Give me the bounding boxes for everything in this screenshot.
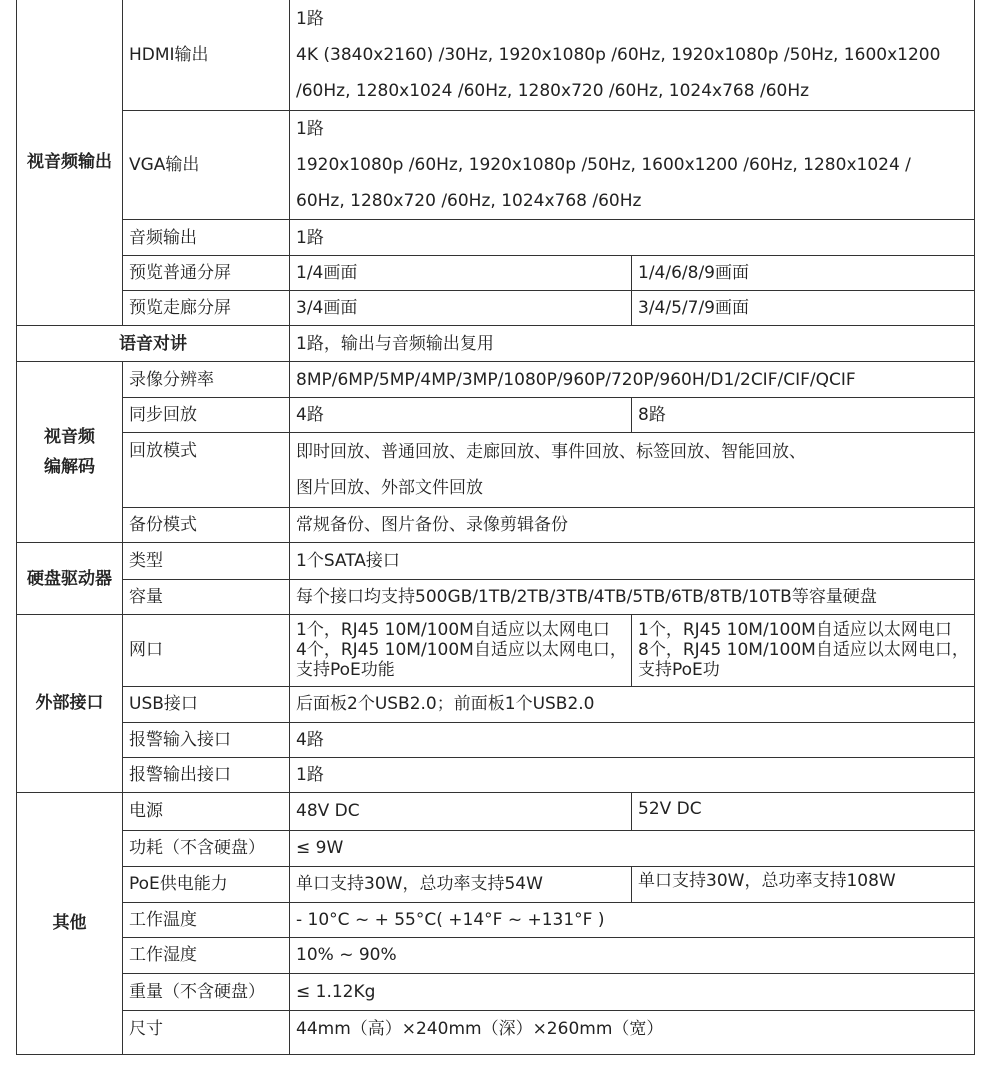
value-line: 1个，RJ45 10M/100M自适应以太网电口 bbox=[296, 620, 610, 641]
label-preview-corridor: 预览走廊分屏 bbox=[123, 291, 290, 326]
category-av-output: 视音频输出 bbox=[17, 0, 123, 326]
value-power-a: 48V DC bbox=[290, 792, 632, 830]
value-preview-corridor-a: 3/4画面 bbox=[290, 291, 632, 326]
label-power: 电源 bbox=[123, 792, 290, 830]
value-line: /60Hz, 1280x1024 /60Hz, 1280x720 /60Hz, 1024x768 /60Hz bbox=[296, 80, 810, 101]
value-size: 44mm（高）×240mm（深）×260mm（宽） bbox=[290, 1010, 975, 1054]
value-alarm-in: 4路 bbox=[290, 722, 975, 757]
row-sync-playback bbox=[17, 398, 975, 433]
value-humidity: 10% ~ 90% bbox=[290, 937, 975, 973]
value-network-a bbox=[290, 614, 632, 686]
row-preview-corridor bbox=[17, 291, 975, 326]
value-intercom: 1路，输出与音频输出复用 bbox=[290, 326, 975, 362]
label-usb: USB接口 bbox=[123, 686, 290, 722]
value-line: 8个，RJ45 10M/100M自适应以太网电口， bbox=[638, 640, 969, 661]
value-line: 4K (3840x2160) /30Hz, 1920x1080p /60Hz, 1920x1080p /50Hz, 1600x1200 bbox=[296, 44, 941, 65]
category-codec bbox=[17, 362, 123, 543]
value-temperature: - 10°C ~ + 55°C( +14°F ~ +131°F ) bbox=[290, 902, 975, 937]
value-line: 1个，RJ45 10M/100M自适应以太网电口 bbox=[638, 620, 952, 641]
row-audio-output bbox=[17, 220, 975, 256]
value-sync-playback-a: 4路 bbox=[290, 398, 632, 433]
row-preview-normal bbox=[17, 256, 975, 291]
row-alarm-out bbox=[17, 757, 975, 792]
category-other: 其他 bbox=[17, 792, 123, 1054]
row-resolution bbox=[17, 362, 975, 398]
value-audio-output: 1路 bbox=[290, 220, 975, 256]
value-preview-corridor-b: 3/4/5/7/9画面 bbox=[632, 291, 975, 326]
row-usb bbox=[17, 686, 975, 722]
category-hdd: 硬盘驱动器 bbox=[17, 543, 123, 614]
row-alarm-in bbox=[17, 722, 975, 757]
value-hdmi bbox=[290, 0, 975, 111]
row-playback-mode bbox=[17, 433, 975, 508]
value-sync-playback-b: 8路 bbox=[632, 398, 975, 433]
category-interfaces: 外部接口 bbox=[17, 614, 123, 792]
label-hdd-type: 类型 bbox=[123, 543, 290, 579]
value-line: 支持PoE功能 bbox=[296, 660, 395, 681]
value-preview-normal-b: 1/4/6/8/9画面 bbox=[632, 256, 975, 291]
label-hdmi: HDMI输出 bbox=[123, 0, 290, 111]
label-preview-normal: 预览普通分屏 bbox=[123, 256, 290, 291]
row-consumption bbox=[17, 830, 975, 866]
value-line: 即时回放、普通回放、走廊回放、事件回放、标签回放、智能回放、 bbox=[296, 442, 806, 463]
value-line: 1920x1080p /60Hz, 1920x1080p /50Hz, 1600x1200 /60Hz, 1280x1024 / bbox=[296, 155, 911, 176]
row-intercom bbox=[17, 326, 975, 362]
value-hdd-capacity: 每个接口均支持500GB/1TB/2TB/3TB/4TB/5TB/6TB/8TB/10TB等容量硬盘 bbox=[290, 579, 975, 614]
value-line: 60Hz, 1280x720 /60Hz, 1024x768 /60Hz bbox=[296, 191, 642, 212]
value-backup-mode: 常规备份、图片备份、录像剪辑备份 bbox=[290, 508, 975, 543]
value-alarm-out: 1路 bbox=[290, 757, 975, 792]
label-weight: 重量（不含硬盘） bbox=[123, 973, 290, 1010]
row-size bbox=[17, 1010, 975, 1054]
value-hdd-type: 1个SATA接口 bbox=[290, 543, 975, 579]
value-line: 1路 bbox=[296, 119, 324, 140]
label-consumption: 功耗（不含硬盘） bbox=[123, 830, 290, 866]
label-vga: VGA输出 bbox=[123, 111, 290, 220]
label-backup-mode: 备份模式 bbox=[123, 508, 290, 543]
row-humidity bbox=[17, 937, 975, 973]
value-line: 图片回放、外部文件回放 bbox=[296, 478, 483, 499]
category-intercom: 语音对讲 bbox=[17, 326, 290, 362]
value-weight: ≤ 1.12Kg bbox=[290, 973, 975, 1010]
value-poe-b: 单口支持30W，总功率支持108W bbox=[632, 866, 975, 902]
label-humidity: 工作湿度 bbox=[123, 937, 290, 973]
value-line: 支持PoE功 bbox=[638, 660, 720, 681]
value-consumption: ≤ 9W bbox=[290, 830, 975, 866]
label-size: 尺寸 bbox=[123, 1010, 290, 1054]
value-playback-mode bbox=[290, 433, 975, 508]
category-line: 编解码 bbox=[44, 457, 95, 478]
value-line: 1路 bbox=[296, 8, 324, 29]
row-hdd-capacity bbox=[17, 579, 975, 614]
label-temperature: 工作温度 bbox=[123, 902, 290, 937]
value-resolution: 8MP/6MP/5MP/4MP/3MP/1080P/960P/720P/960H/D1/2CIF/CIF/QCIF bbox=[290, 362, 975, 398]
label-poe: PoE供电能力 bbox=[123, 866, 290, 902]
row-network bbox=[17, 614, 975, 686]
value-poe-a: 单口支持30W，总功率支持54W bbox=[290, 866, 632, 902]
category-line: 视音频 bbox=[44, 427, 95, 448]
row-weight bbox=[17, 973, 975, 1010]
label-alarm-in: 报警输入接口 bbox=[123, 722, 290, 757]
label-audio-output: 音频输出 bbox=[123, 220, 290, 256]
label-playback-mode: 回放模式 bbox=[123, 433, 290, 508]
value-vga bbox=[290, 111, 975, 220]
value-line: 4个，RJ45 10M/100M自适应以太网电口， bbox=[296, 640, 627, 661]
value-usb: 后面板2个USB2.0；前面板1个USB2.0 bbox=[290, 686, 975, 722]
row-hdd-type bbox=[17, 543, 975, 579]
row-backup-mode bbox=[17, 508, 975, 543]
row-vga bbox=[17, 111, 975, 220]
label-hdd-capacity: 容量 bbox=[123, 579, 290, 614]
label-sync-playback: 同步回放 bbox=[123, 398, 290, 433]
label-network: 网口 bbox=[123, 614, 290, 686]
row-hdmi bbox=[17, 0, 975, 111]
value-network-b bbox=[632, 614, 975, 686]
row-temperature bbox=[17, 902, 975, 937]
label-resolution: 录像分辨率 bbox=[123, 362, 290, 398]
value-power-b: 52V DC bbox=[632, 792, 975, 830]
value-preview-normal-a: 1/4画面 bbox=[290, 256, 632, 291]
row-power bbox=[17, 792, 975, 830]
label-alarm-out: 报警输出接口 bbox=[123, 757, 290, 792]
spec-table bbox=[16, 0, 975, 1055]
row-poe bbox=[17, 866, 975, 902]
